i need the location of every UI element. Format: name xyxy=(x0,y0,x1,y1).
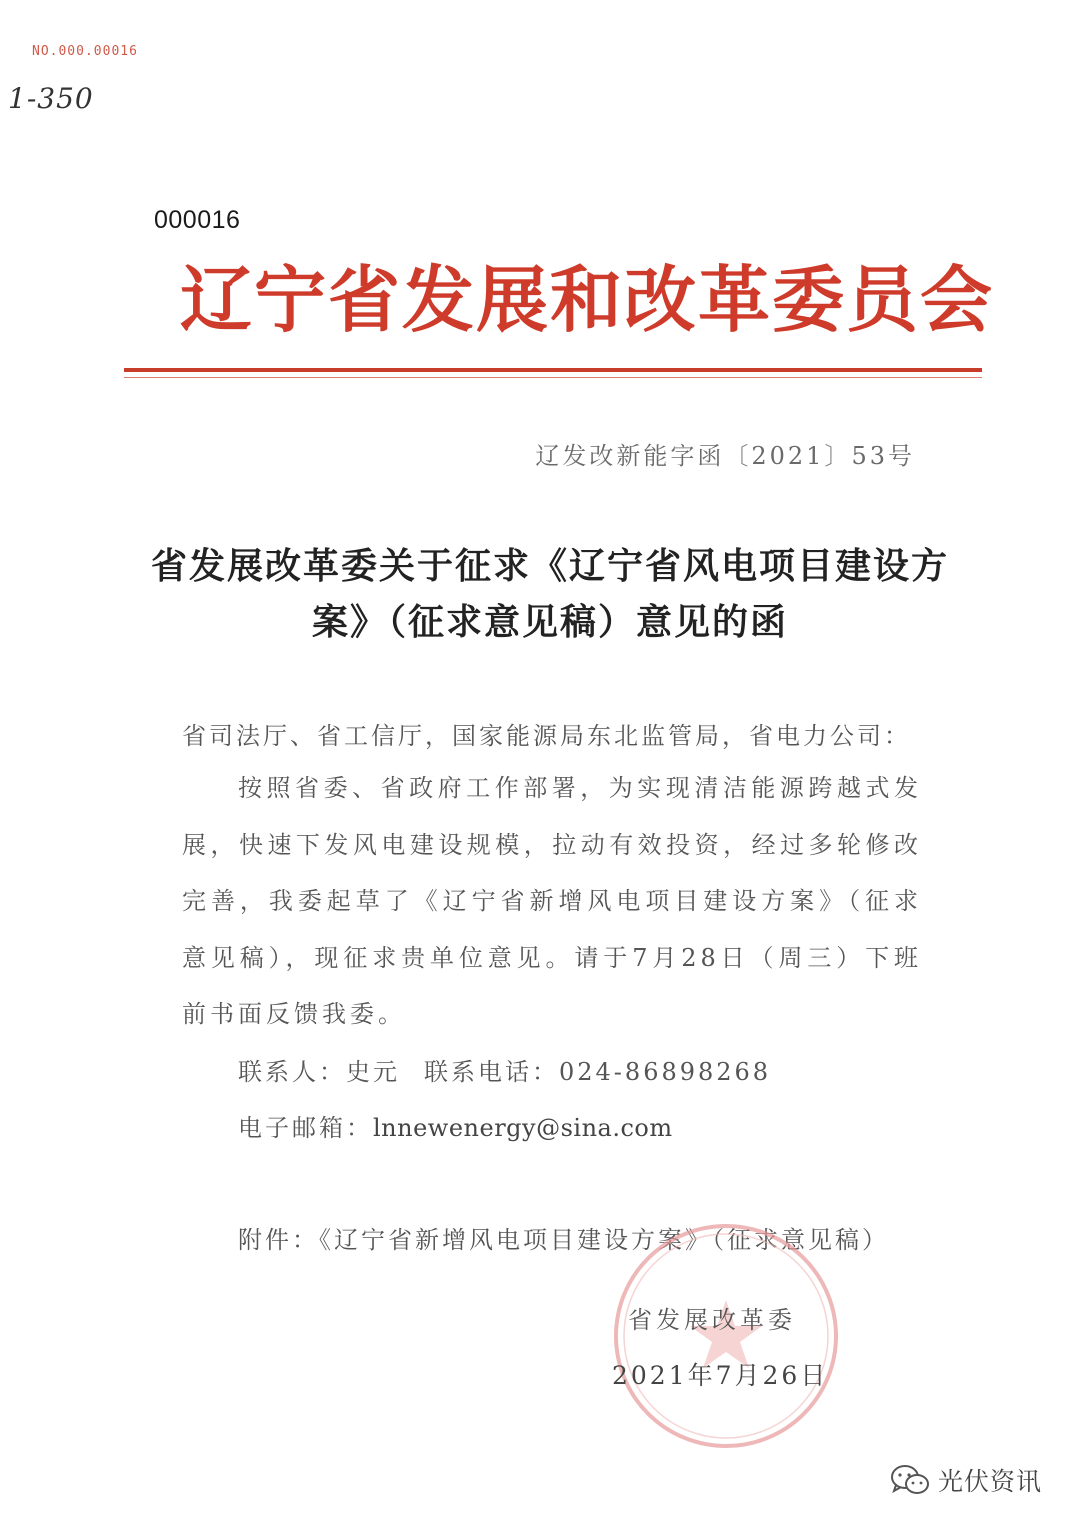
document-code: 000016 xyxy=(154,206,241,234)
contact-phone: 024-86898268 xyxy=(559,1058,772,1086)
handwritten-note: 1-350 xyxy=(8,82,94,115)
email-address: lnnewenergy@sina.com xyxy=(373,1114,673,1142)
contact-phone-label: 联系电话： xyxy=(424,1058,559,1086)
email-line xyxy=(238,1108,673,1143)
contact-line xyxy=(238,1052,771,1087)
header-red-rule xyxy=(124,368,982,372)
header-red-rule-thin xyxy=(124,377,982,378)
letter-body: 按照省委、省政府工作部署，为实现清洁能源跨越式发展，快速下发风电建设规模，拉动有效投资，经过多轮修改完善，我委起草了《辽宁省新增风电项目建设方案》（征求意见稿），现征求贵单位意见。请于7月28日（周三）下班前书面反馈我委。 xyxy=(182,774,922,1029)
contact-person-label: 联系人： xyxy=(238,1058,346,1086)
contact-person: 史元 xyxy=(346,1058,400,1086)
letter-title: 省发展改革委关于征求《辽宁省风电项目建设方案》（征求意见稿）意见的函 xyxy=(150,545,949,643)
official-seal-icon xyxy=(608,1218,844,1454)
attachment-note: 附件：《辽宁省新增风电项目建设方案》（征求意见稿） xyxy=(238,1226,889,1254)
watermark xyxy=(890,1462,1042,1498)
email-label: 电子邮箱： xyxy=(238,1114,373,1142)
organization-header: 辽宁省发展和改革委员会 xyxy=(180,257,995,342)
serial-number: NO.000.00016 xyxy=(32,44,138,59)
recipients: 省司法厅、省工信厅，国家能源局东北监管局，省电力公司： xyxy=(182,722,911,750)
signature-organization: 省发展改革委 xyxy=(628,1306,796,1334)
wechat-icon xyxy=(890,1463,930,1497)
watermark-text: 光伏资讯 xyxy=(938,1467,1043,1496)
file-number: 辽发改新能字函〔2021〕53号 xyxy=(535,442,915,470)
signature-date: 2021年7月26日 xyxy=(612,1361,829,1390)
